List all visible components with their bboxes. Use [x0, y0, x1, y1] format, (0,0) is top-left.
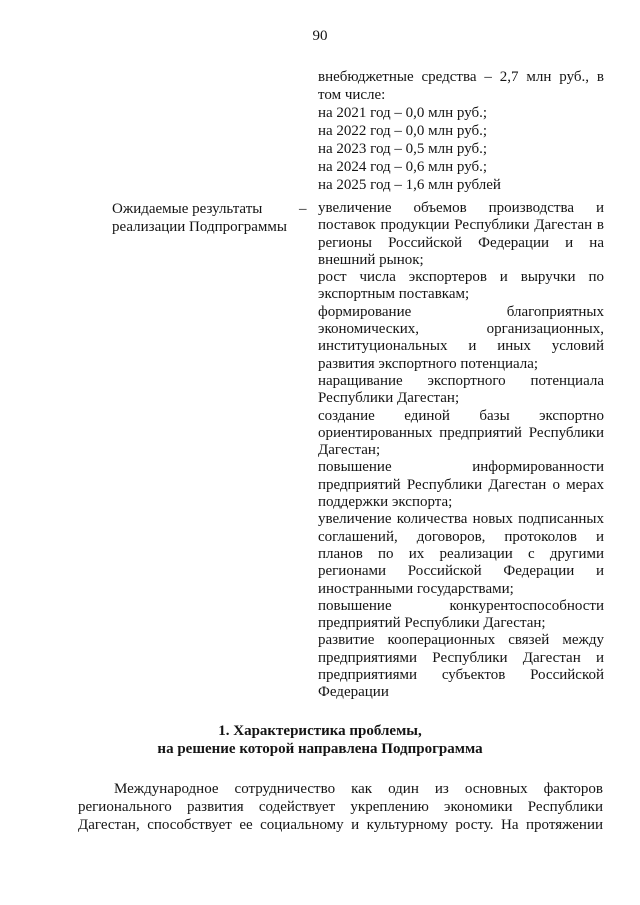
section-heading-line: на решение которой направлена Подпрограмма	[157, 741, 483, 757]
result-line: повышение конкурентоспособности	[318, 597, 604, 614]
page-number: 90	[312, 28, 328, 44]
result-item	[318, 408, 604, 460]
body-paragraph	[78, 780, 603, 834]
result-line: поставок продукции Республики Дагестан в	[318, 217, 604, 234]
result-line: планов по их реализации с другими	[318, 545, 604, 562]
result-line: развития экспортного потенциала;	[318, 355, 539, 372]
section-heading	[0, 722, 640, 758]
result-line: регионы Российской Федерации и на	[318, 234, 604, 251]
budget-year-line: на 2025 год – 1,6 млн рублей	[318, 177, 501, 193]
result-line: ориентированных предприятий Республики	[318, 424, 604, 441]
result-line: создание единой базы экспортно	[318, 407, 604, 424]
result-line: предприятий Республики Дагестан;	[318, 615, 546, 632]
result-line: увеличение объемов производства и	[318, 200, 604, 216]
result-line: экспортным поставкам;	[318, 286, 470, 303]
result-line: Федерации	[318, 684, 389, 701]
result-line: Дагестан;	[318, 442, 381, 459]
label-dash: –	[299, 201, 307, 217]
paragraph-line: Международное сотрудничество как один из основных факторов	[114, 781, 603, 797]
result-line: развитие кооперационных связей между	[318, 632, 604, 649]
budget-year-line: на 2022 год – 0,0 млн руб.;	[318, 123, 488, 139]
budget-intro-line: внебюджетные средства – 2,7 млн руб., в	[318, 69, 604, 85]
result-item	[318, 632, 604, 701]
result-line: повышение информированности	[318, 459, 604, 476]
expected-results-label	[112, 200, 297, 236]
result-line: соглашений, договоров, протоколов и	[318, 528, 604, 545]
paragraph-line: Дагестан, способствует ее социальному и культурному росту. На протяжении	[78, 817, 603, 833]
result-line: экономических, организационных,	[318, 321, 604, 338]
result-item	[318, 304, 604, 373]
result-line: увеличение количества новых подписанных	[318, 511, 604, 528]
result-item	[318, 459, 604, 511]
result-line: иностранными государствами;	[318, 580, 514, 597]
result-line: предприятий Республики Дагестан о мерах	[318, 476, 604, 493]
result-line: формирование благоприятных	[318, 303, 604, 320]
label-line: реализации Подпрограммы	[112, 219, 287, 235]
expected-results-list	[318, 200, 604, 702]
section-heading-line: 1. Характеристика проблемы,	[218, 723, 422, 739]
result-line: внешний рынок;	[318, 251, 424, 268]
result-line: регионами Российской Федерации и	[318, 563, 604, 580]
result-item	[318, 373, 604, 408]
budget-year-line: на 2023 год – 0,5 млн руб.;	[318, 141, 488, 157]
result-line: предприятиями субъектов Российской	[318, 667, 604, 684]
budget-year-line: на 2021 год – 0,0 млн руб.;	[318, 105, 488, 121]
result-item	[318, 200, 604, 269]
label-line: Ожидаемые результаты	[112, 201, 263, 217]
budget-year-line: на 2024 год – 0,6 млн руб.;	[318, 159, 488, 175]
result-line: институциональных и иных условий	[318, 338, 604, 355]
result-item	[318, 511, 604, 597]
result-line: рост числа экспортеров и выручки по	[318, 269, 604, 286]
result-item	[318, 598, 604, 633]
budget-intro-line: том числе:	[318, 87, 386, 103]
paragraph-line: регионального развития содействует укреплению экономики Республики	[78, 799, 603, 815]
result-line: наращивание экспортного потенциала	[318, 372, 604, 389]
result-line: предприятиями Республики Дагестан и	[318, 649, 604, 666]
budget-breakdown	[318, 68, 604, 194]
result-item	[318, 269, 604, 304]
result-line: поддержки экспорта;	[318, 494, 453, 511]
result-line: Республики Дагестан;	[318, 390, 460, 407]
